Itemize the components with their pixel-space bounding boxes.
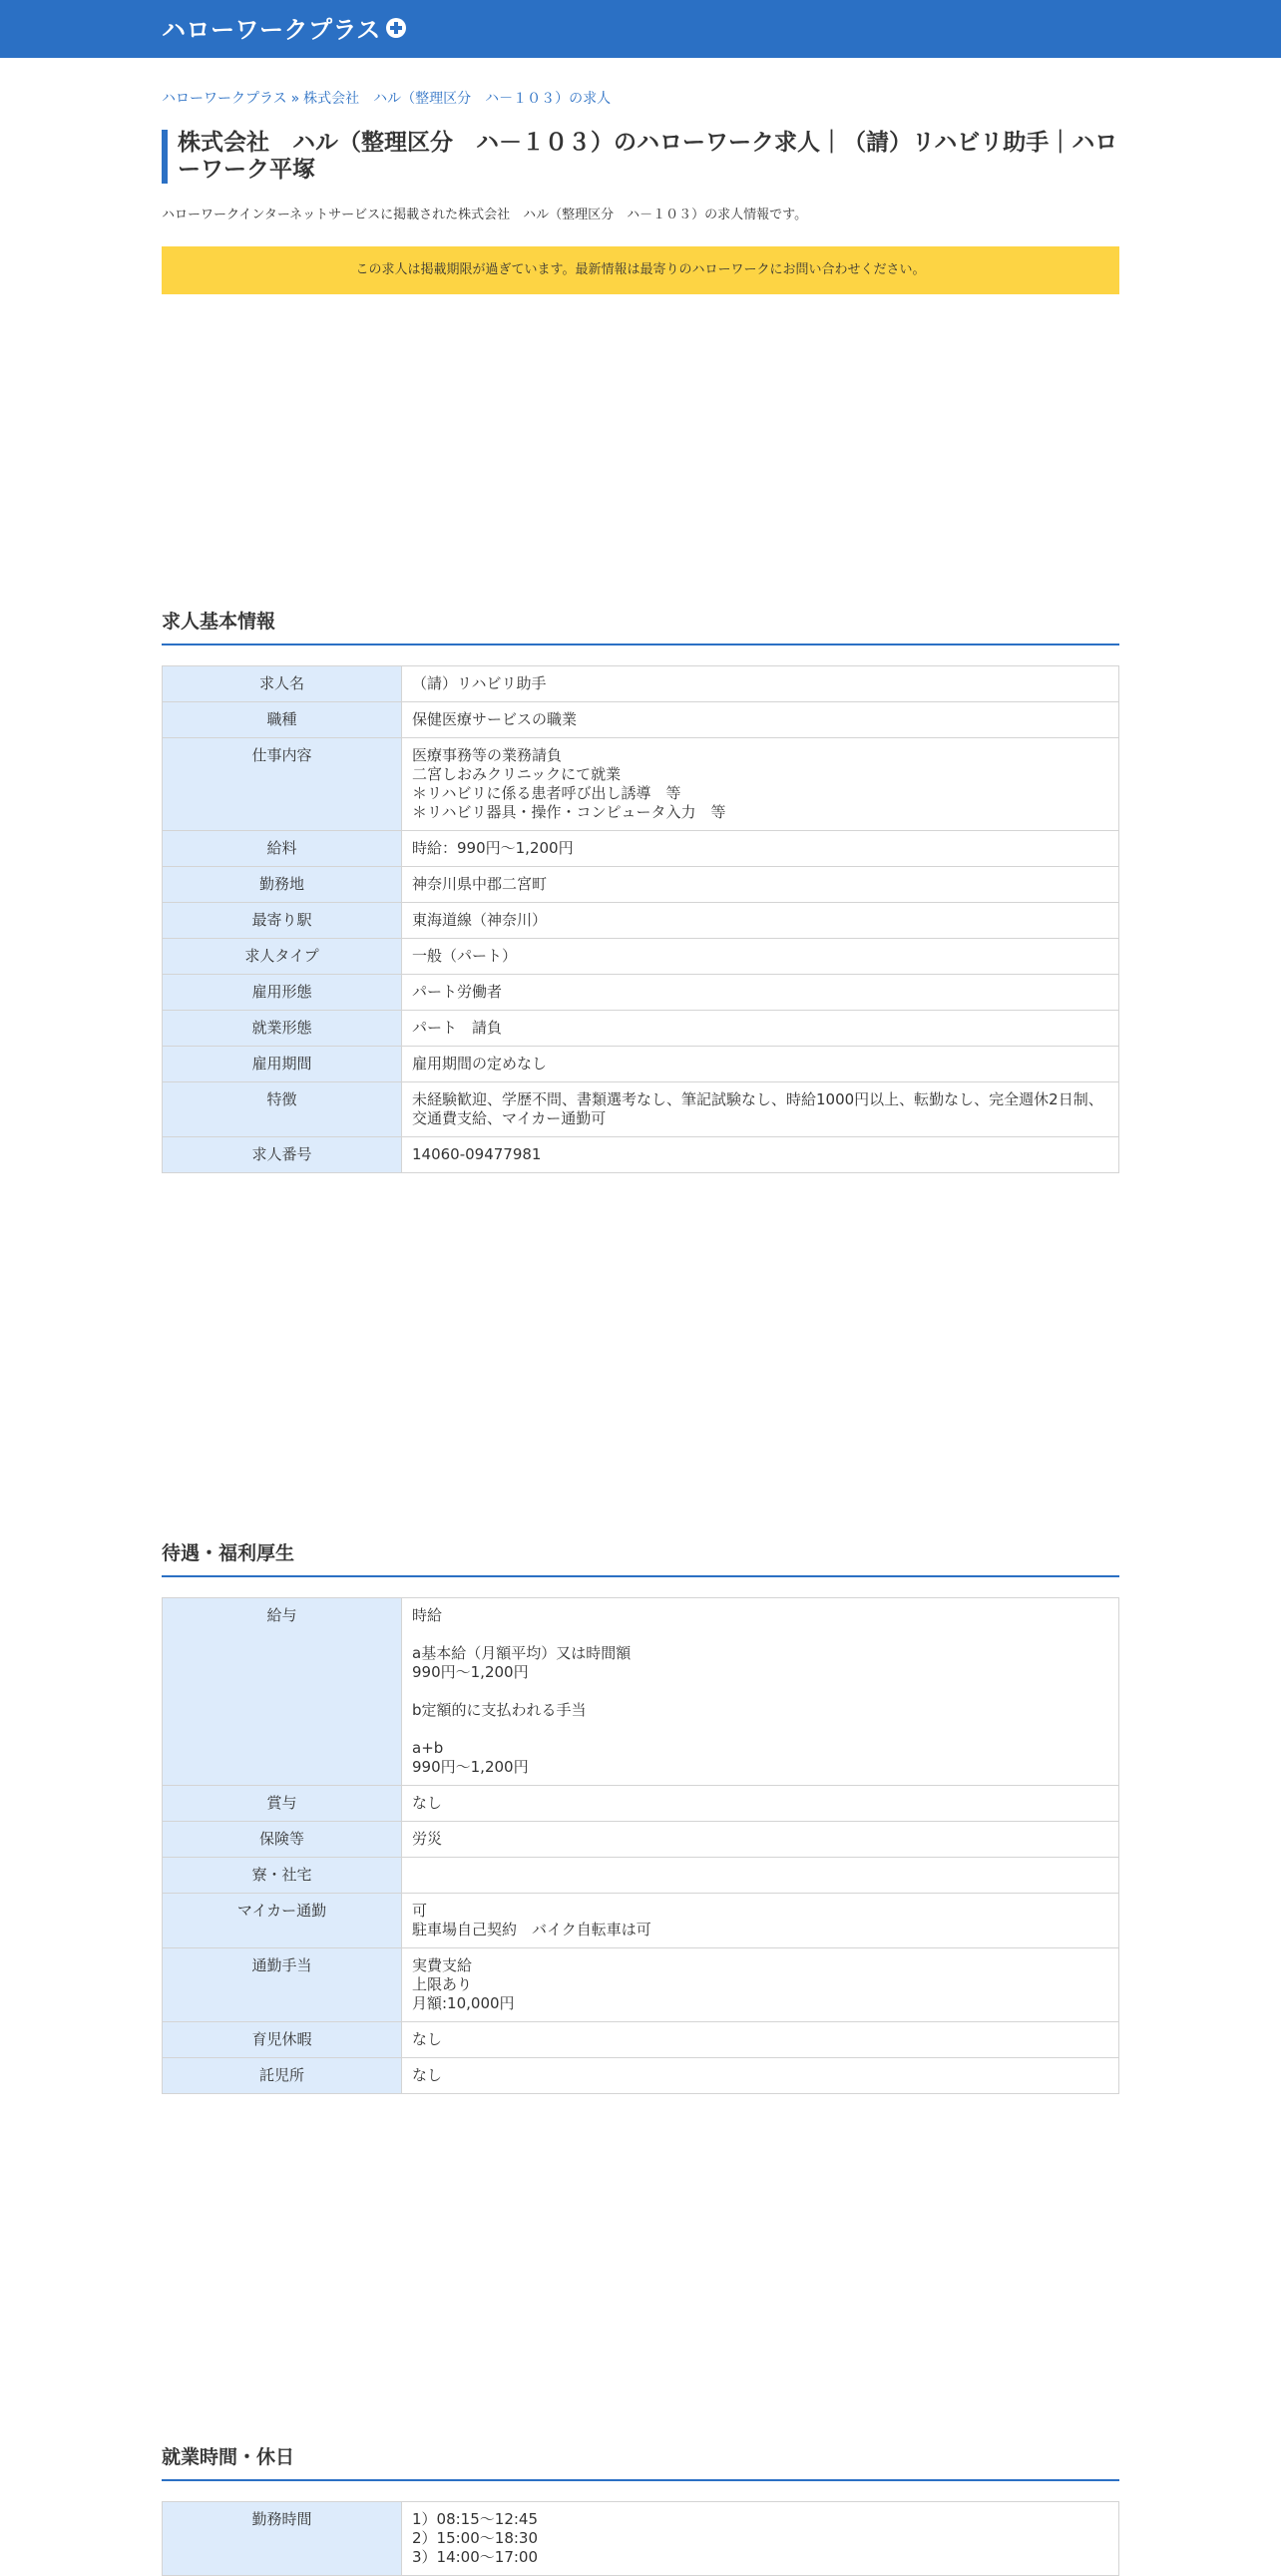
table-row — [163, 2022, 1119, 2058]
row-value: 未経験歓迎、学歴不問、書類選考なし、筆記試験なし、時給1000円以上、転勤なし、完全週休2日制、交通費支給、マイカー通勤可 — [402, 1082, 1119, 1137]
row-label: 雇用期間 — [163, 1047, 402, 1082]
site-logo[interactable] — [162, 10, 1281, 45]
table-row — [163, 1047, 1119, 1082]
row-label: 育児休暇 — [163, 2022, 402, 2058]
table-row — [163, 1948, 1119, 2022]
welfare-title: 待遇・福利厚生 — [162, 1538, 1119, 1577]
table-row — [163, 831, 1119, 867]
row-label: 託児所 — [163, 2058, 402, 2094]
row-label: 給料 — [163, 831, 402, 867]
row-value: なし — [402, 2022, 1119, 2058]
main-content — [162, 58, 1119, 2566]
table-row — [163, 939, 1119, 975]
breadcrumb — [162, 88, 1119, 108]
row-value: 時給：990円～1,200円 — [402, 831, 1119, 867]
row-label: 求人タイプ — [163, 939, 402, 975]
row-label: 勤務地 — [163, 867, 402, 903]
row-label: 仕事内容 — [163, 738, 402, 831]
row-label: 就業形態 — [163, 1011, 402, 1047]
row-label: 勤務時間 — [163, 2502, 402, 2576]
table-row — [163, 1082, 1119, 1137]
row-value: 時給 a基本給（月額平均）又は時間額 990円～1,200円 b定額的に支払われる手当 a+b 990円～1,200円 — [402, 1598, 1119, 1786]
row-label: 保険等 — [163, 1822, 402, 1858]
row-value: 保健医療サービスの職業 — [402, 702, 1119, 738]
row-label: 通勤手当 — [163, 1948, 402, 2022]
table-row — [163, 903, 1119, 939]
table-row — [163, 2502, 1119, 2576]
row-value: 東海道線（神奈川） — [402, 903, 1119, 939]
row-label: 特徴 — [163, 1082, 402, 1137]
hours-section — [162, 2442, 1119, 2576]
page-title: 株式会社 ハル（整理区分 ハ－１０３）のハローワーク求人｜（請）リハビリ助手｜ハローワーク平塚 — [162, 130, 1119, 184]
hours-table — [162, 2501, 1119, 2576]
hours-title: 就業時間・休日 — [162, 2442, 1119, 2481]
row-value: （請）リハビリ助手 — [402, 666, 1119, 702]
plus-circle-icon[interactable] — [385, 17, 407, 39]
header-bar — [0, 0, 1281, 58]
breadcrumb-separator: » — [290, 91, 300, 107]
welfare-table — [162, 1597, 1119, 2094]
row-value: 神奈川県中郡二宮町 — [402, 867, 1119, 903]
table-row — [163, 1598, 1119, 1786]
row-value: 医療事務等の業務請負 二宮しおみクリニックにて就業 ＊リハビリに係る患者呼び出し誘導 等 ＊リハビリ器具・操作・コンピュータ入力 等 — [402, 738, 1119, 831]
row-label: 職種 — [163, 702, 402, 738]
row-value — [402, 1858, 1119, 1894]
basic-info-table — [162, 665, 1119, 1173]
expired-notice: この求人は掲載期限が過ぎています。最新情報は最寄りのハローワークにお問い合わせください。 — [162, 246, 1119, 294]
logo-text[interactable]: ハローワークプラス — [162, 16, 381, 44]
row-label: 給与 — [163, 1598, 402, 1786]
row-value: 実費支給 上限あり 月額:10,000円 — [402, 1948, 1119, 2022]
table-row — [163, 1786, 1119, 1822]
row-value: 労災 — [402, 1822, 1119, 1858]
page-description: ハローワークインターネットサービスに掲載された株式会社 ハル（整理区分 ハ－１０３）の求人情報です。 — [162, 208, 808, 222]
row-value: パート労働者 — [402, 975, 1119, 1011]
table-row — [163, 1822, 1119, 1858]
table-row — [163, 738, 1119, 831]
table-row — [163, 2058, 1119, 2094]
table-row — [163, 1858, 1119, 1894]
table-row — [163, 666, 1119, 702]
basic-info-title: 求人基本情報 — [162, 607, 1119, 645]
row-value: 1）08:15～12:45 2）15:00～18:30 3）14:00～17:00 — [402, 2502, 1119, 2576]
row-value: 一般（パート） — [402, 939, 1119, 975]
table-row — [163, 1011, 1119, 1047]
row-value: なし — [402, 1786, 1119, 1822]
row-label: 求人名 — [163, 666, 402, 702]
welfare-section — [162, 1538, 1119, 2094]
table-row — [163, 975, 1119, 1011]
row-label: 最寄り駅 — [163, 903, 402, 939]
row-value: なし — [402, 2058, 1119, 2094]
basic-info-section — [162, 607, 1119, 1173]
table-row — [163, 702, 1119, 738]
breadcrumb-current-link[interactable]: 株式会社 ハル（整理区分 ハ－１０３）の求人 — [303, 91, 612, 107]
row-value: 雇用期間の定めなし — [402, 1047, 1119, 1082]
row-label: 雇用形態 — [163, 975, 402, 1011]
row-label: 賞与 — [163, 1786, 402, 1822]
row-value: 可 駐車場自己契約 バイク自転車は可 — [402, 1894, 1119, 1948]
breadcrumb-home-link[interactable]: ハローワークプラス — [162, 91, 287, 107]
row-label: 求人番号 — [163, 1137, 402, 1173]
table-row — [163, 1137, 1119, 1173]
table-row — [163, 1894, 1119, 1948]
row-value: パート 請負 — [402, 1011, 1119, 1047]
row-label: マイカー通勤 — [163, 1894, 402, 1948]
table-row — [163, 867, 1119, 903]
row-label: 寮・社宅 — [163, 1858, 402, 1894]
row-value: 14060-09477981 — [402, 1137, 1119, 1173]
